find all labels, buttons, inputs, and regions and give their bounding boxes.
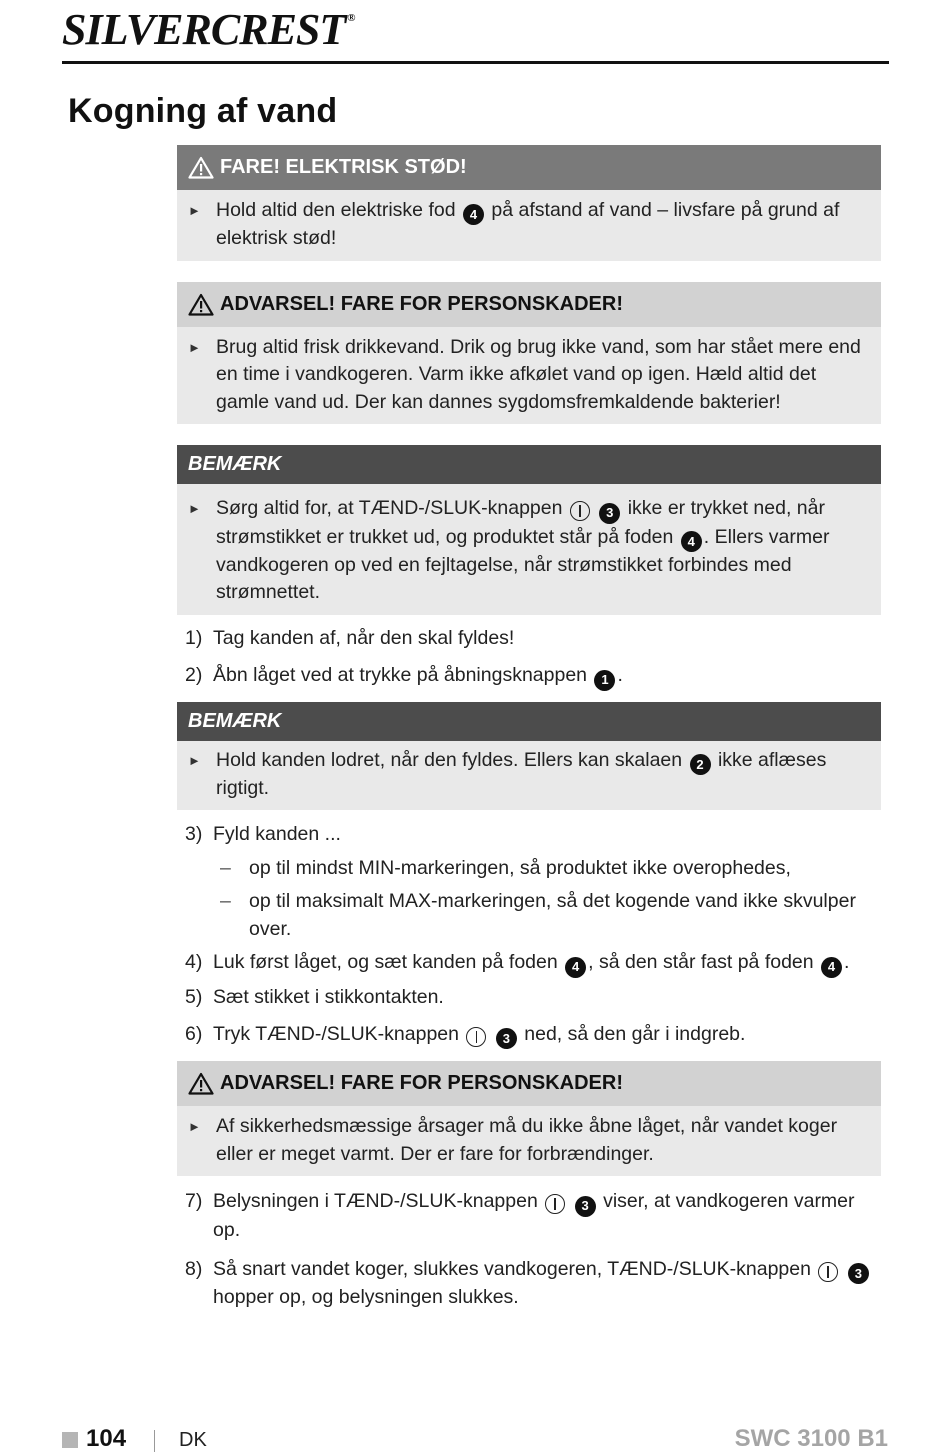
number-badge-icon: 3: [575, 1196, 596, 1217]
note-box-body: [177, 741, 881, 811]
brand-logo: SILVERCREST ®: [62, 5, 355, 54]
arrow-bullet-icon: ►: [188, 339, 201, 355]
warning-box-body: [177, 327, 881, 425]
note-box-header: BEMÆRK: [177, 445, 881, 484]
warning-box-header: [177, 282, 881, 327]
number-badge-icon: 4: [681, 531, 702, 552]
warning-box-body: [177, 1106, 881, 1176]
page-title: Kogning af vand: [68, 92, 338, 130]
warning-box-title: ADVARSEL! FARE FOR PERSONSKADER!: [220, 1072, 623, 1095]
warning-box-title: ADVARSEL! FARE FOR PERSONSKADER!: [220, 292, 623, 315]
sub-item: – op til maksimalt MAX-markeringen, så det kogende vand ikke skvulper over.: [220, 890, 856, 940]
step-item: 6) Tryk TÆND-/SLUK-knappen 3 ned, så den går i indgreb.: [177, 1021, 881, 1049]
warning-triangle-icon: [188, 156, 214, 179]
bullet-item: ► Af sikkerhedsmæssige årsager må du ikke åbne låget, når vandet koger eller er meget varmt. Der er fare for forbrændinger.: [188, 1113, 867, 1168]
number-badge-icon: 3: [496, 1028, 517, 1049]
number-badge-icon: 1: [594, 670, 615, 691]
footer-divider: [154, 1430, 155, 1452]
step-item: 7) Belysningen i TÆND-/SLUK-knappen 3 viser, at vandkogeren varmer op.: [185, 1190, 855, 1241]
main-content: [177, 145, 881, 1312]
number-badge-icon: 4: [821, 957, 842, 978]
bullet-item: ► Sørg altid for, at TÆND-/SLUK-knappen 3 ikke er trykket ned, når strømstikket er trukket ud, og produktet står på foden 4 . Ellers varmer vandkogeren op ved en fejltagelse, når strømstikket forbindes med strømnettet.: [188, 495, 867, 607]
bullet-item: ► Brug altid frisk drikkevand. Drik og brug ikke vand, som har stået mere end en time i vandkogeren. Varm ikke afkølet vand op igen. Hæld altid det gamle vand ud. Der kan dannes sygdomsfremkaldende bakterier!: [188, 334, 867, 417]
danger-box-body: [177, 190, 881, 261]
footer-square-icon: [62, 1432, 78, 1448]
danger-box-header: [177, 145, 881, 190]
warning-box: [177, 282, 881, 425]
bullet-item: ► Hold kanden lodret, når den fyldes. Ellers kan skalaen 2 ikke aflæses rigtigt.: [188, 747, 867, 803]
header-rule: [62, 61, 889, 64]
step-item: 8) Så snart vandet koger, slukkes vandkogeren, TÆND-/SLUK-knappen 3 hopper op, og belysningen slukkes.: [177, 1256, 881, 1312]
number-badge-icon: 3: [848, 1263, 869, 1284]
step-item: 5) Sæt stikket i stikkontakten.: [185, 985, 444, 1008]
power-symbol-icon: [545, 1194, 565, 1214]
language-code: DK: [179, 1429, 207, 1451]
arrow-bullet-icon: ►: [188, 203, 201, 218]
warning-box: [177, 1061, 881, 1176]
number-badge-icon: 2: [690, 754, 711, 775]
warning-triangle-icon: [188, 293, 214, 316]
step-item: 1) Tag kanden af, når den skal fyldes!: [185, 626, 515, 649]
power-symbol-icon: [570, 501, 590, 521]
page-number: 104: [86, 1425, 127, 1452]
number-badge-icon: 3: [599, 503, 620, 524]
note-box: [177, 702, 881, 811]
note-box-body: [177, 484, 881, 615]
sub-item: – op til mindst MIN-markeringen, så produktet ikke overophedes,: [220, 856, 791, 879]
warning-triangle-icon: [188, 1072, 214, 1095]
arrow-bullet-icon: ►: [188, 501, 201, 517]
step-item: 4) Luk først låget, og sæt kanden på foden 4 , så den står fast på foden 4 .: [177, 949, 881, 977]
step-item: 2) Åbn låget ved at trykke på åbningsknappen 1 .: [177, 662, 881, 690]
note-box: [177, 445, 881, 615]
arrow-bullet-icon: ►: [188, 1119, 201, 1135]
warning-box-header: [177, 1061, 881, 1106]
model-number: SWC 3100 B1: [734, 1425, 888, 1452]
danger-box: [177, 145, 881, 261]
arrow-bullet-icon: ►: [188, 752, 201, 768]
power-symbol-icon: [818, 1262, 838, 1282]
danger-box-title: FARE! ELEKTRISK STØD!: [220, 156, 467, 178]
note-box-header: BEMÆRK: [177, 702, 881, 741]
step-item: 3) Fyld kanden ...: [185, 823, 341, 846]
number-badge-icon: 4: [463, 204, 484, 225]
number-badge-icon: 4: [565, 957, 586, 978]
power-symbol-icon: [466, 1027, 486, 1047]
bullet-item: ► Hold altid den elektriske fod 4 på afstand af vand – livsfare på grund af elektrisk stød!: [188, 197, 867, 253]
